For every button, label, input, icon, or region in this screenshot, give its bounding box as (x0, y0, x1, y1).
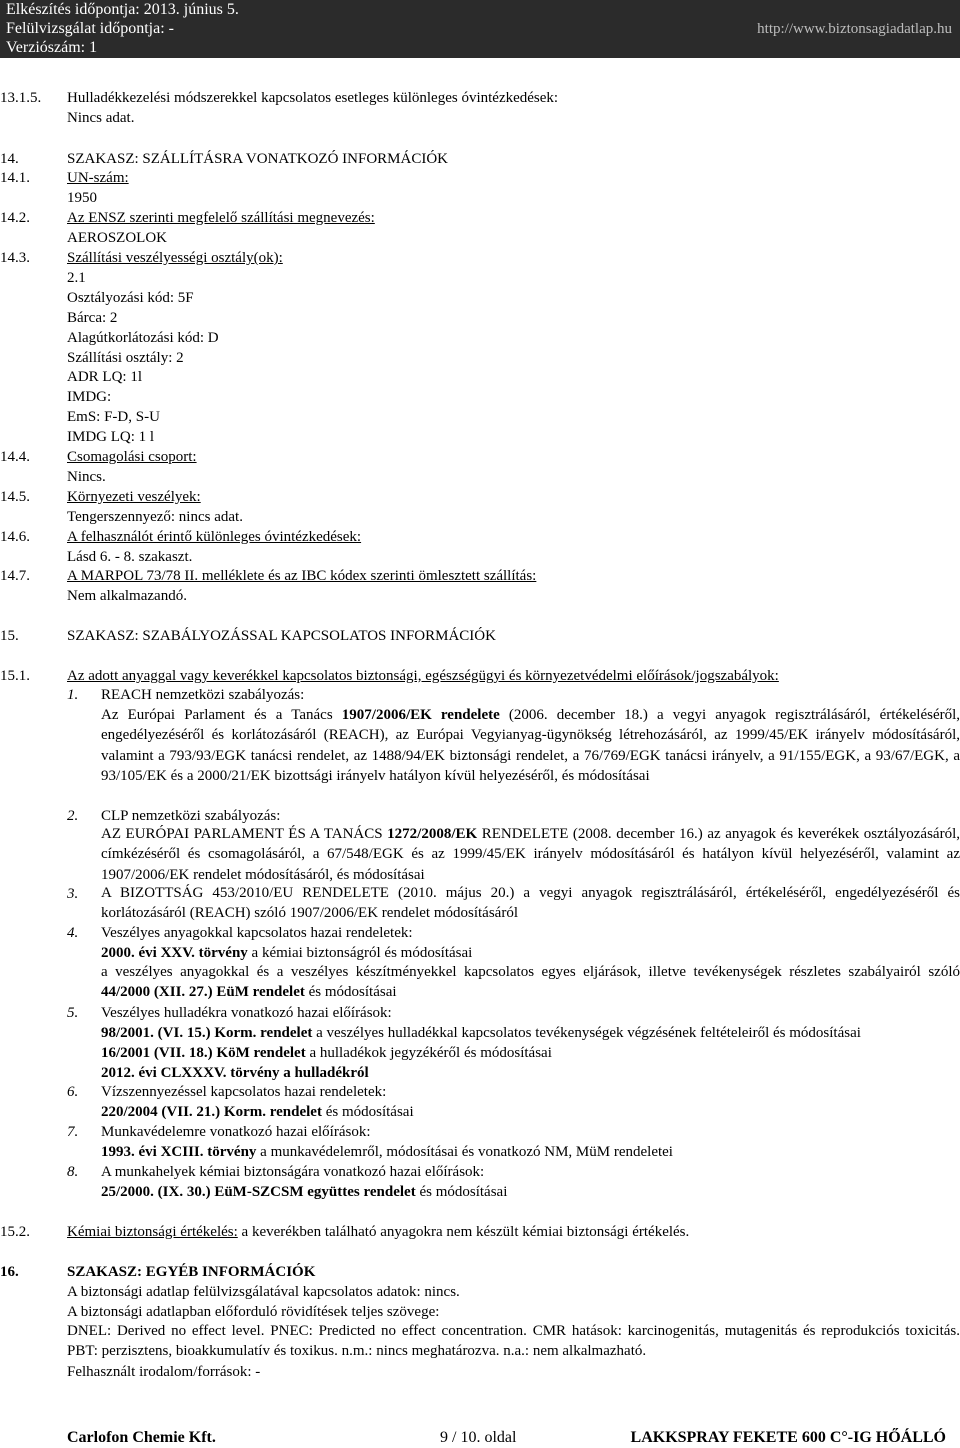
document-header (0, 0, 960, 58)
document-footer (0, 1428, 960, 1448)
section-number: 15. (0, 628, 19, 644)
footer-product-name: LAKKSPRAY FEKETE 600 C°-IG HŐÁLLÓ (630, 1429, 946, 1446)
hazard-class-line: 2.1 (67, 270, 86, 286)
footer-page-number: 9 / 10. oldal (440, 1429, 517, 1446)
subsection-title: UN-szám: (67, 170, 129, 186)
item-number: 3. (67, 886, 79, 902)
section-number: 16. (0, 1264, 19, 1280)
footer-company: Carlofon Chemie Kft. (67, 1429, 216, 1446)
regulation-item-4-text: a veszélyes anyagokkal és a veszélyes készítményekkel kapcsolatos egyes eljárások, illetve tevékenységek részletes szabályairól szóló 44/2000 (XII. 27.) EüM rendelet és módosításai (101, 964, 960, 1001)
shipping-name: AEROSZOLOK (67, 230, 167, 246)
version-number: Verziószám: 1 (6, 39, 98, 56)
subsection-title: A felhasználót érintő különleges óvintézkedések: (67, 529, 362, 545)
subsection-title: Csomagolási csoport: (67, 449, 197, 465)
hazard-class-line: Alagútkorlátozási kód: D (67, 330, 219, 346)
item-number: 8. (67, 1164, 79, 1180)
item-title: Veszélyes anyagokkal kapcsolatos hazai rendeletek: (101, 925, 413, 941)
subsection-title: Az ENSZ szerinti megfelelő szállítási megnevezés: (67, 210, 375, 226)
subsection-number: 14.7. (0, 568, 30, 584)
item-title: Vízszennyezéssel kapcsolatos hazai rendeletek: (101, 1084, 387, 1100)
subsection-number: 14.2. (0, 210, 30, 226)
hazard-class-line: EmS: F-D, S-U (67, 409, 160, 425)
section-title: SZAKASZ: SZABÁLYOZÁSSAL KAPCSOLATOS INFORMÁCIÓK (67, 628, 496, 644)
sources-line: Felhasznált irodalom/források: - (67, 1364, 261, 1380)
hazard-class-line: IMDG: (67, 389, 112, 405)
revision-date: Felülvizsgálat időpontja: - (6, 20, 174, 37)
prepared-date: Elkészítés időpontja: 2013. június 5. (6, 1, 239, 18)
un-number: 1950 (67, 190, 97, 206)
subsection-number: 14.3. (0, 250, 30, 266)
item-number: 5. (67, 1005, 79, 1021)
bulk-transport: Nem alkalmazandó. (67, 588, 187, 604)
subsection-number: 14.4. (0, 449, 30, 465)
item-title: REACH nemzetközi szabályozás: (101, 687, 305, 703)
subsection-text: a keverékben található anyagokra nem készült kémiai biztonsági értékelés. (237, 1224, 690, 1240)
item-title: Munkavédelemre vonatkozó hazai előírások: (101, 1124, 371, 1140)
regulation-item-1-text: Az Európai Parlament és a Tanács 1907/2006/EK rendelete (2006. december 18.) a vegyi anyagok regisztrálásáról, értékeléséről, engedélyezéséről és korlátozásáról (REACH), az Európai Vegyianyag-ügynökség létrehozásáról, az 1999/45/EK irányelv módosításáról, valamint a 793/93/EGK tanácsi rendelet, az 1488/94/EK biztonsági rendelet, a 76/769/EGK tanácsi irányelv, a 91/155/EGK, a 93/67/EGK, a 93/105/EK és a 2000/21/EK bizottsági irányelv hatályon kívül helyezéséről, és módosításai (101, 707, 960, 785)
item-number: 1. (67, 687, 79, 703)
subsection-title: Szállítási veszélyességi osztály(ok): (67, 250, 283, 266)
section-number: 14. (0, 151, 19, 167)
hazard-class-line: Bárca: 2 (67, 310, 118, 326)
item-number: 2. (67, 808, 79, 824)
packing-group: Nincs. (67, 469, 106, 485)
section-title: SZAKASZ: SZÁLLÍTÁSRA VONATKOZÓ INFORMÁCIÓK (67, 151, 448, 167)
section-title: Hulladékkezelési módszerekkel kapcsolatos esetleges különleges óvintézkedések: (67, 90, 559, 106)
item-number: 6. (67, 1084, 79, 1100)
subsection-number: 14.6. (0, 529, 30, 545)
item-title: CLP nemzetközi szabályozás: (101, 808, 281, 824)
hazard-class-line: ADR LQ: 1l (67, 369, 142, 385)
header-url-link[interactable]: http://www.biztonsagiadatlap.hu (757, 21, 952, 37)
revision-info: A biztonsági adatlap felülvizsgálatával kapcsolatos adatok: nincs. (67, 1284, 460, 1300)
hazard-class-line: Szállítási osztály: 2 (67, 350, 184, 366)
subsection-number: 14.1. (0, 170, 30, 186)
abbreviations-text: DNEL: Derived no effect level. PNEC: Predicted no effect concentration. CMR hatások: karcinogenitás, mutagenitás és reprodukciós toxicitás. PBT: perzisztens, bioakkumulatív és toxikus. n.m.: nincs meghatározva. n.a.: nem alkalmazható. (67, 1323, 960, 1360)
subsection-number: 15.2. (0, 1224, 30, 1240)
abbreviations-heading: A biztonsági adatlapban előforduló rövidítések teljes szövege: (67, 1304, 440, 1320)
header-meta (6, 0, 239, 57)
item-title: A munkahelyek kémiai biztonságára vonatkozó hazai előírások: (101, 1164, 485, 1180)
item-number: 7. (67, 1124, 79, 1140)
subsection-title: A MARPOL 73/78 II. melléklete és az IBC kódex szerinti ömlesztett szállítás: (67, 568, 537, 584)
subsection-title: Kémiai biztonsági értékelés: (67, 1224, 238, 1240)
hazard-class-line: Osztályozási kód: 5F (67, 290, 194, 306)
section-number: 13.1.5. (0, 90, 42, 106)
regulation-item-2-text: AZ EURÓPAI PARLAMENT ÉS A TANÁCS 1272/2008/EK RENDELETE (2008. december 16.) az anyagok és keverékek osztályozásáról, címkézéséről és csomagolásáról, a 67/548/EGK és az 1999/45/EK irányelv módosításáról és hatályon kívül helyezéséről, valamint az 1907/2006/EK rendelet módosításáról, és módosításai (101, 826, 960, 883)
subsection-number: 15.1. (0, 668, 30, 684)
environmental-hazards: Tengerszennyező: nincs adat. (67, 509, 243, 525)
section-text: Nincs adat. (67, 110, 135, 126)
hazard-class-line: IMDG LQ: 1 l (67, 429, 155, 445)
subsection-title: Az adott anyaggal vagy keverékkel kapcsolatos biztonsági, egészségügyi és környezetvédelmi előírások/jogszabályok: (67, 668, 779, 684)
special-precautions: Lásd 6. - 8. szakaszt. (67, 549, 193, 565)
subsection-number: 14.5. (0, 489, 30, 505)
subsection-title: Környezeti veszélyek: (67, 489, 201, 505)
item-title: Veszélyes hulladékra vonatkozó hazai előírások: (101, 1005, 392, 1021)
item-number: 4. (67, 925, 79, 941)
regulation-item-3-text: A BIZOTTSÁG 453/2010/EU RENDELETE (2010. május 20.) a vegyi anyagok regisztrálásáról, értékeléséről, engedélyezéséről és korlátozásáról (REACH) szóló 1907/2006/EK rendelet módosításáról (101, 885, 960, 922)
section-title: SZAKASZ: EGYÉB INFORMÁCIÓK (67, 1264, 316, 1280)
